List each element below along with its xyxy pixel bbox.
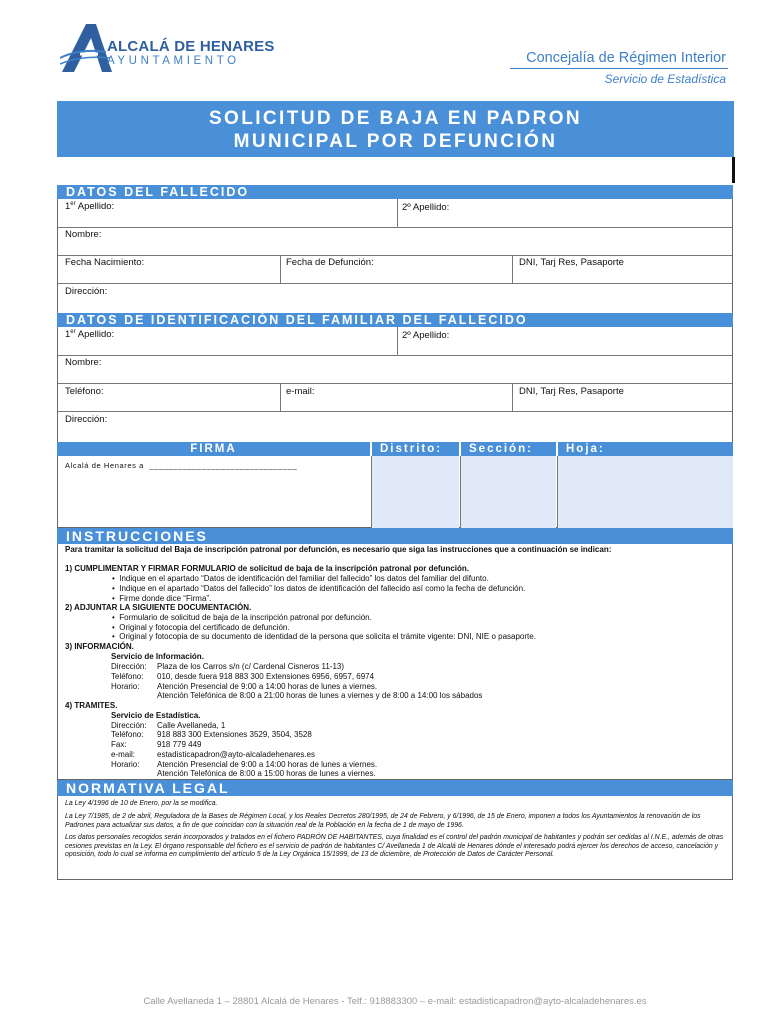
distrito-heading: Distrito: — [372, 442, 459, 456]
step-1-item: • Firme donde dice “Firma”. — [112, 594, 212, 603]
familiar-email-label[interactable]: e-mail: — [286, 386, 315, 397]
step-4-key: Dirección: — [111, 721, 147, 730]
section-heading-fallecido: DATOS DEL FALLECIDO — [57, 185, 733, 199]
step-4-title: 4) TRAMITES. — [65, 701, 118, 710]
step-1-title: 1) CUMPLIMENTAR Y FIRMAR FORMULARIO de solicitud de baja de la inscripción patronal por defunción. — [65, 564, 470, 573]
logo-subtitle: AYUNTAMIENTO — [107, 55, 240, 67]
fallecido-dni-label[interactable]: DNI, Tarj Res, Pasaporte — [519, 257, 624, 268]
page-footer: Calle Avellaneda 1 – 28801 Alcalá de Henares - Telf.: 918883300 – e-mail: estadisticapadron@ayto-alcaladehenares.es — [143, 996, 647, 1007]
step-4-value: 918 779 449 — [157, 740, 202, 749]
firma-heading: FIRMA — [57, 442, 370, 456]
hoja-box[interactable] — [558, 456, 733, 528]
familiar-nombre-label[interactable]: Nombre: — [65, 357, 102, 368]
step-4-value: Atención Presencial de 9:00 a 14:00 horas de lunes a viernes. — [157, 760, 378, 769]
seccion-heading: Sección: — [461, 442, 556, 456]
step-4-key: Fax: — [111, 740, 127, 749]
step-3-key: Horario: — [111, 682, 140, 691]
step-3-value: Atención Telefónica de 8:00 a 21:00 horas de lunes a viernes y de 8:00 a 14:00 los sábados — [157, 691, 483, 700]
fallecido-direccion-label[interactable]: Dirección: — [65, 286, 108, 297]
familiar-telefono-label[interactable]: Teléfono: — [65, 386, 104, 397]
hoja-heading: Hoja: — [558, 442, 733, 456]
step-3-key: Dirección: — [111, 662, 147, 671]
step-1-item: • Indique en el apartado “Datos de identificación del familiar del fallecido” los datos del familiar del difunto. — [112, 574, 489, 583]
fallecido-fecha-nacimiento-label[interactable]: Fecha Nacimiento: — [65, 257, 145, 268]
step-3-value: 010, desde fuera 918 883 300 Extensiones 6956, 6957, 6974 — [157, 672, 375, 681]
step-1-item: • Indique en el apartado “Datos del fallecido” los datos de identificación del fallecido así como la fecha de defunción. — [112, 584, 526, 593]
title-marker — [732, 157, 735, 183]
familiar-apellido2-label[interactable]: 2º Apellido: — [402, 330, 450, 341]
step-3-key: Teléfono: — [111, 672, 144, 681]
instructions-intro: Para tramitar la solicitud del Baja de inscripción patronal por defunción, es necesario que siga las instrucciones que a continuación se indican: — [65, 545, 612, 554]
logo-name: ALCALÁ DE HENARES — [107, 38, 275, 55]
step-4-value: 918 883 300 Extensiones 3529, 3504, 3528 — [157, 730, 312, 739]
fallecido-apellido2-label[interactable]: 2º Apellido: — [402, 202, 450, 213]
step-2-title: 2) ADJUNTAR LA SIGUIENTE DOCUMENTACIÓN. — [65, 603, 252, 612]
legal-paragraph-1: La Ley 4/1996 de 10 de Enero, por la se modifica. — [65, 800, 218, 807]
step-2-item: • Formulario de solicitud de baja de la inscripción patronal por defunción. — [112, 613, 372, 622]
step-4-service: Servicio de Estadística. — [111, 711, 201, 720]
step-2-item: • Original y fotocopia de su documento de identidad de la persona que solicita el trámite vigente: DNI, NIE o pasaporte. — [112, 632, 536, 641]
legal-paragraph-2: La Ley 7/1985, de 2 de abril, Reguladora de la Bases de Régimen Local, y los Reales Decretos 280/1995, de 24 de Febrero, y 6/1996, de 15 de Enero, imponen a todos los Ayuntamientos la renovación de los Padrones para actualizar sus datos, a fin de que coincidan con la situación real de la Población en la fecha de 1 de mayo de 1996. — [65, 813, 701, 829]
familiar-direccion-label[interactable]: Dirección: — [65, 414, 108, 425]
step-4-email-link[interactable]: estadisticapadron@ayto-alcaladehenares.es — [157, 750, 315, 759]
seccion-box[interactable] — [461, 456, 556, 528]
fallecido-apellido1-label[interactable]: 1er Apellido: — [65, 201, 115, 213]
step-3-value: Atención Presencial de 9:00 a 14:00 horas de lunes a viernes. — [157, 682, 378, 691]
familiar-dni-label[interactable]: DNI, Tarj Res, Pasaporte — [519, 386, 624, 397]
step-4-key: Teléfono: — [111, 730, 144, 739]
header-divider — [510, 68, 728, 69]
firma-lugar[interactable]: Alcalá de Henares a _______________________________ — [65, 461, 298, 470]
department-name: Concejalía de Régimen Interior — [526, 50, 726, 66]
service-name: Servicio de Estadística — [604, 72, 726, 86]
step-3-title: 3) INFORMACIÓN. — [65, 642, 134, 651]
document-title-line2: MUNICIPAL POR DEFUNCIÓN — [233, 131, 558, 152]
step-2-item: • Original y fotocopia del certificado de defunción. — [112, 623, 290, 632]
legal-paragraph-3: Los datos personales recogidos serán incorporados y tratados en el fichero PADRÓN DE HABITANTES, cuya finalidad es el control del padrón municipal de habitantes y podrán ser cedidas al I.N.E., además de otras cesiones previstas en la Ley. El órgano responsable del fichero es el servicio de padrón de habitantes C/ Avellaneda 1 de Alcalá de Henares dónde el interesado podrá ejercer los derechos de acceso, cancelación y oposición, todo lo cual se informa en cumplimiento del artículo 5 de la Ley Orgánica 15/1999, de 13 de diciembre, de Protección de Datos de Carácter Personal. — [65, 834, 724, 859]
document-title-line1: SOLICITUD DE BAJA EN PADRON — [208, 108, 583, 129]
step-4-value: Atención Telefónica de 8:00 a 15:00 horas de lunes a viernes. — [157, 769, 376, 778]
fallecido-fecha-defuncion-label[interactable]: Fecha de Defunción: — [286, 257, 374, 268]
familiar-apellido1-label[interactable]: 1er Apellido: — [65, 329, 115, 341]
step-3-value: Plaza de los Carros s/n (c/ Cardenal Cisneros 11-13) — [157, 662, 345, 671]
fallecido-nombre-label[interactable]: Nombre: — [65, 229, 102, 240]
section-heading-familiar: DATOS DE IDENTIFICACIÓN DEL FAMILIAR DEL FALLECIDO — [57, 313, 733, 327]
step-4-key: Horario: — [111, 760, 140, 769]
section-heading-instrucciones: INSTRUCCIONES — [57, 528, 733, 544]
step-3-service: Servicio de Información. — [111, 652, 204, 661]
step-4-value: Calle Avellaneda, 1 — [157, 721, 226, 730]
distrito-box[interactable] — [372, 456, 459, 528]
step-4-key: e-mail: — [111, 750, 136, 759]
section-heading-normativa: NORMATIVA LEGAL — [57, 780, 733, 796]
